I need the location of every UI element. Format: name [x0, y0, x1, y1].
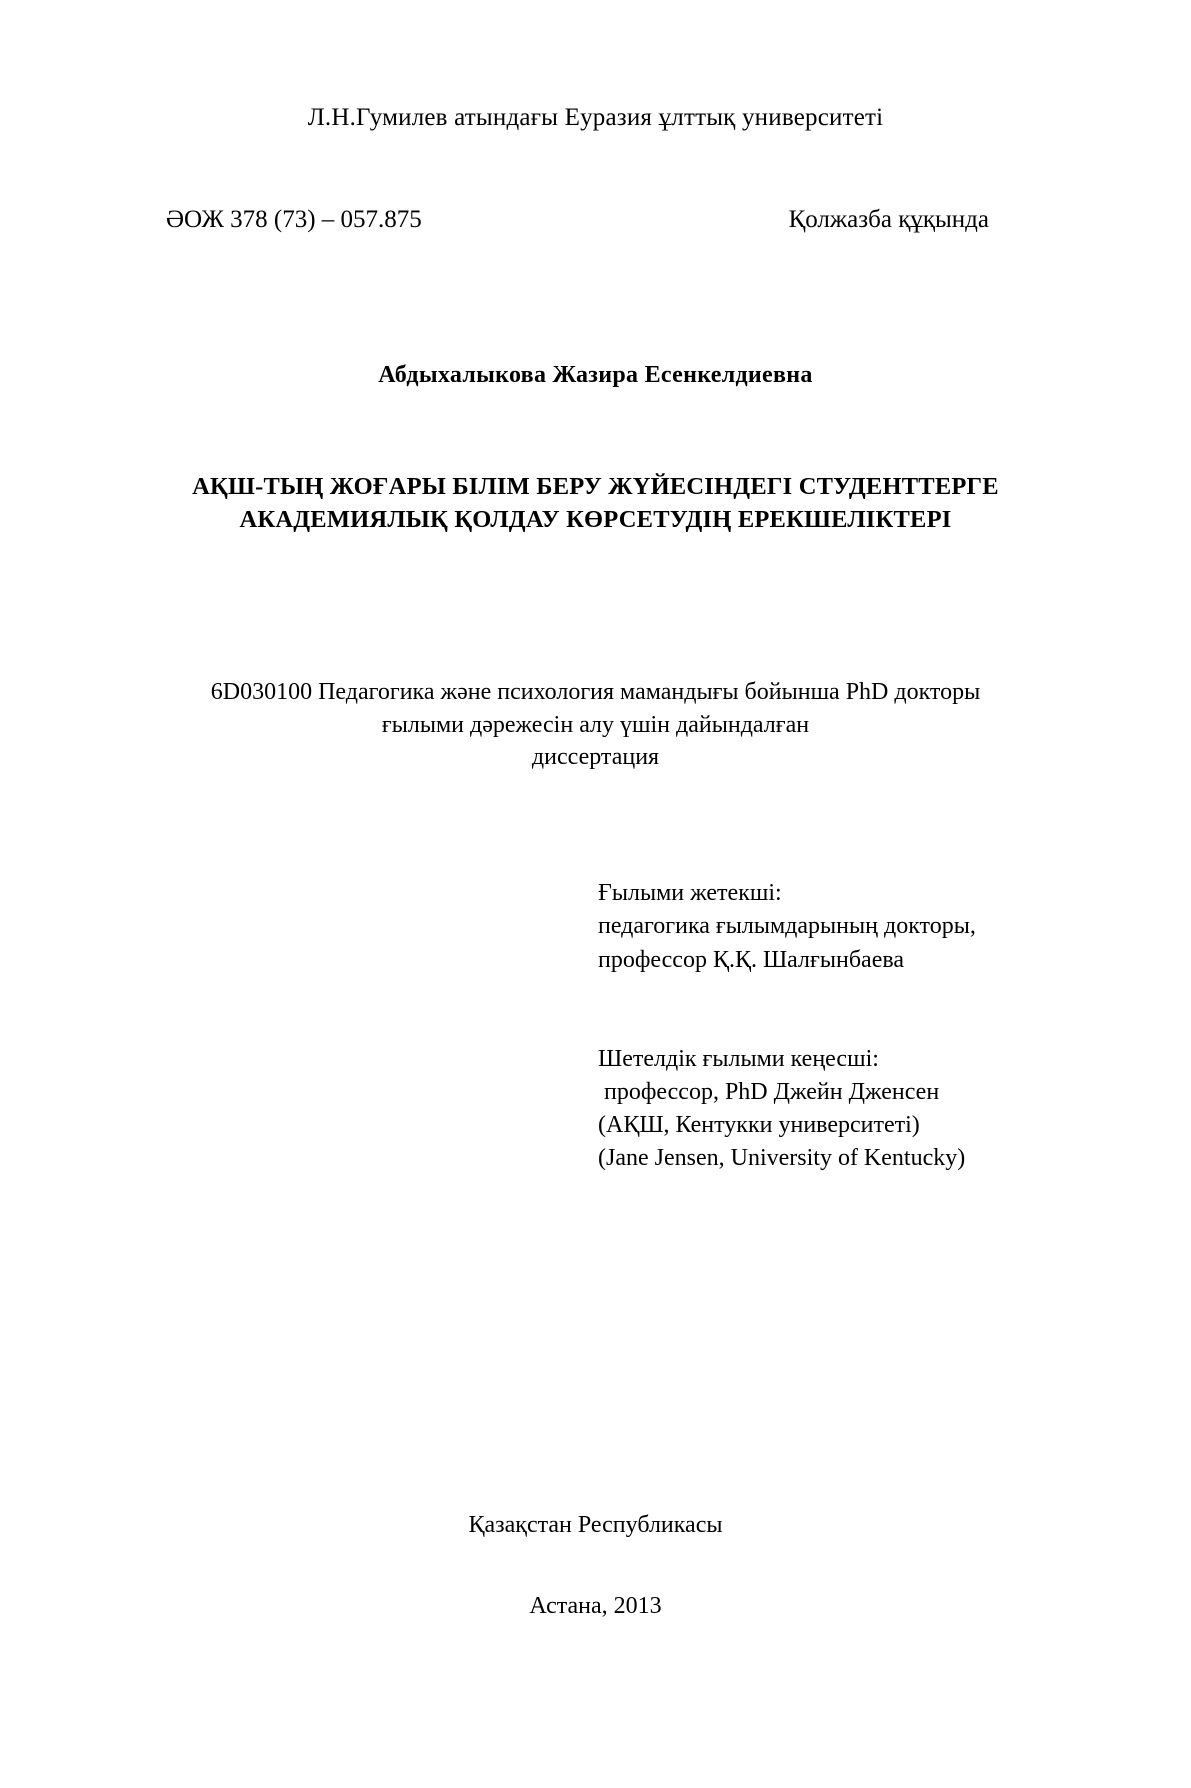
- foreign-consultant-name: профессор, PhD Джейн Дженсен: [604, 1078, 940, 1105]
- foreign-consultant-affiliation-kk: (АҚШ, Кентукки университеті): [598, 1111, 920, 1138]
- title-line-1: АҚШ-ТЫҢ ЖОҒАРЫ БІЛІМ БЕРУ ЖҮЙЕСІНДЕГІ СТУДЕНТТЕРГЕ: [192, 473, 999, 500]
- foreign-consultant-block: [598, 1043, 1061, 1175]
- advisors-section: [130, 877, 1061, 1175]
- degree-statement: [130, 676, 1061, 773]
- country-name: Қазақстан Республикасы: [468, 1512, 723, 1538]
- codes-row: [130, 206, 1061, 234]
- author-name: Абдыхалыкова Жазира Есенкелдиевна: [378, 362, 813, 388]
- supervisor-degree: педагогика ғылымдарының докторы,: [598, 913, 976, 940]
- foreign-consultant-affiliation-en: (Jane Jensen, University of Kentucky): [598, 1144, 966, 1171]
- page-footer: [0, 1512, 1191, 1620]
- dissertation-title: [130, 471, 1061, 536]
- university-name: Л.Н.Гумилев атындағы Еуразия ұлттық университеті: [307, 104, 884, 131]
- manuscript-rights-note: Қолжазба құқында: [788, 206, 989, 233]
- degree-line-1: 6D030100 Педагогика және психология мамандығы бойынша PhD докторы: [210, 679, 981, 706]
- title-line-2: АКАДЕМИЯЛЫҚ ҚОЛДАУ КӨРСЕТУДІҢ ЕРЕКШЕЛІКТЕРІ: [239, 505, 952, 533]
- scientific-supervisor-block: [598, 877, 1061, 976]
- foreign-consultant-label: Шетелдік ғылыми кеңесші:: [598, 1045, 879, 1072]
- supervisor-label: Ғылыми жетекші:: [598, 880, 782, 907]
- supervisor-name: профессор Қ.Қ. Шалғынбаева: [598, 946, 905, 973]
- degree-line-3: диссертация: [531, 743, 660, 770]
- udc-code: ӘОЖ 378 (73) – 057.875: [166, 206, 422, 233]
- degree-line-2: ғылыми дәрежесін алу үшін дайындалған: [381, 711, 810, 738]
- city-year: Астана, 2013: [529, 1593, 662, 1619]
- dissertation-title-page: [0, 104, 1191, 1788]
